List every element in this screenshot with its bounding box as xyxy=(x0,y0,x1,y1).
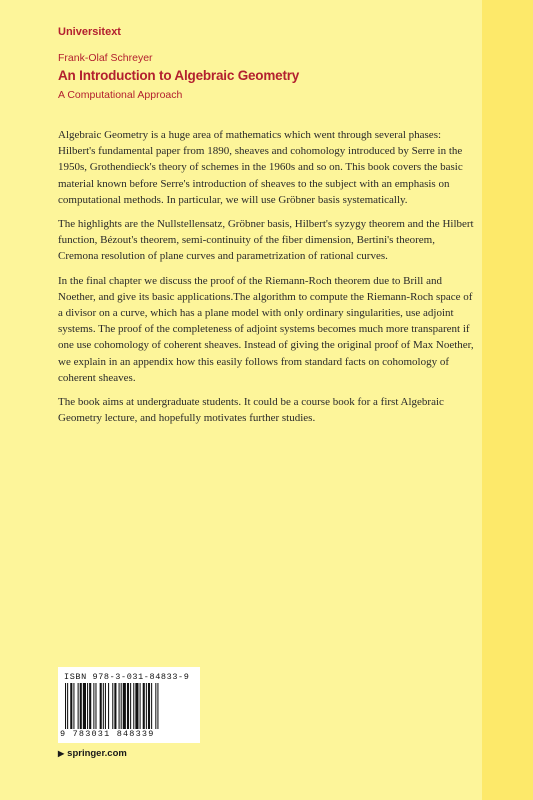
barcode-digits: 9 783031 848339 xyxy=(60,729,155,739)
arrow-right-icon: ▶ xyxy=(58,749,65,758)
barcode-bar xyxy=(148,683,150,729)
spine-stripe xyxy=(482,0,533,800)
series-name: Universitext xyxy=(58,26,121,38)
blurb-paragraph: The highlights are the Nullstellensatz, Gröbner basis, Hilbert's syzygy theorem and the Hilbert function, Bézout's theorem, semi-continuity of the fiber dimension, Bertini's theorem, Cremona resolution of plane curves and parametrization of rational curves. xyxy=(58,218,474,263)
barcode-bar xyxy=(83,683,86,729)
publisher-name: springer.com xyxy=(67,748,127,759)
barcode-bars xyxy=(64,683,194,729)
barcode-bar xyxy=(130,683,131,729)
barcode-bar xyxy=(135,683,138,729)
barcode-bar xyxy=(146,683,147,729)
barcode-bar xyxy=(157,683,158,729)
barcode-bar xyxy=(155,683,156,729)
book-subtitle: A Computational Approach xyxy=(58,89,183,101)
barcode-bar xyxy=(80,683,82,729)
barcode-bar xyxy=(108,683,109,729)
barcode-bar xyxy=(105,683,106,729)
barcode-bar xyxy=(100,683,102,729)
barcode-bar xyxy=(123,683,126,729)
blurb-paragraph: The book aims at undergraduate students. It could be a course book for a first Algebraic Geometry lecture, and hopefully motivates further studies. xyxy=(58,396,444,425)
barcode-bar xyxy=(119,683,120,729)
barcode-bar xyxy=(133,683,134,729)
book-title: An Introduction to Algebraic Geometry xyxy=(58,68,300,83)
barcode-bar xyxy=(151,683,152,729)
barcode-bar xyxy=(87,683,88,729)
barcode-bar xyxy=(140,683,141,729)
barcode-bar xyxy=(127,683,129,729)
blurb-text xyxy=(58,127,476,434)
barcode-bar xyxy=(89,683,91,729)
isbn-label: ISBN 978-3-031-84833-9 xyxy=(64,672,190,682)
barcode-bar xyxy=(95,683,96,729)
author-name: Frank-Olaf Schreyer xyxy=(58,52,153,64)
barcode-bar xyxy=(67,683,68,729)
barcode-bar xyxy=(103,683,104,729)
blurb-paragraph: In the final chapter we discuss the proof of the Riemann-Roch theorem due to Brill and Noether, and give its basic applications.The algorithm to compute the Riemann-Roch space of a divisor on a curve, which has a plane model with only ordinary singularities, use adjoint systems. The proof of the completeness of adjoint systems becomes much more transparent if one use cohomology of coherent sheaves. Instead of giving the original proof of Max Noether, we explain in an appendix how this easily follows from standard facts on cohomology of coherent sheaves. xyxy=(58,274,474,384)
barcode-bar xyxy=(114,683,116,729)
blurb-paragraph: Algebraic Geometry is a huge area of mathematics which went through several phases: Hilbert's fundamental paper from 1890, sheaves and cohomology introduced by Serre in the 1950s, Grothendieck's theory of schemes in the 1960s and so on. This book covers the basic material known before Serre's introduction of sheaves to the subject with an emphasis on computational methods. In particular, we will use Gröbner basis systematically. xyxy=(58,129,463,206)
barcode-bar xyxy=(73,683,74,729)
barcode-bar xyxy=(112,683,113,729)
barcode xyxy=(58,667,200,743)
barcode-bar xyxy=(65,683,66,729)
barcode-bar xyxy=(121,683,122,729)
barcode-bar xyxy=(93,683,94,729)
barcode-bar xyxy=(143,683,145,729)
barcode-bar xyxy=(78,683,79,729)
barcode-bar xyxy=(70,683,72,729)
publisher-link[interactable] xyxy=(58,748,127,759)
